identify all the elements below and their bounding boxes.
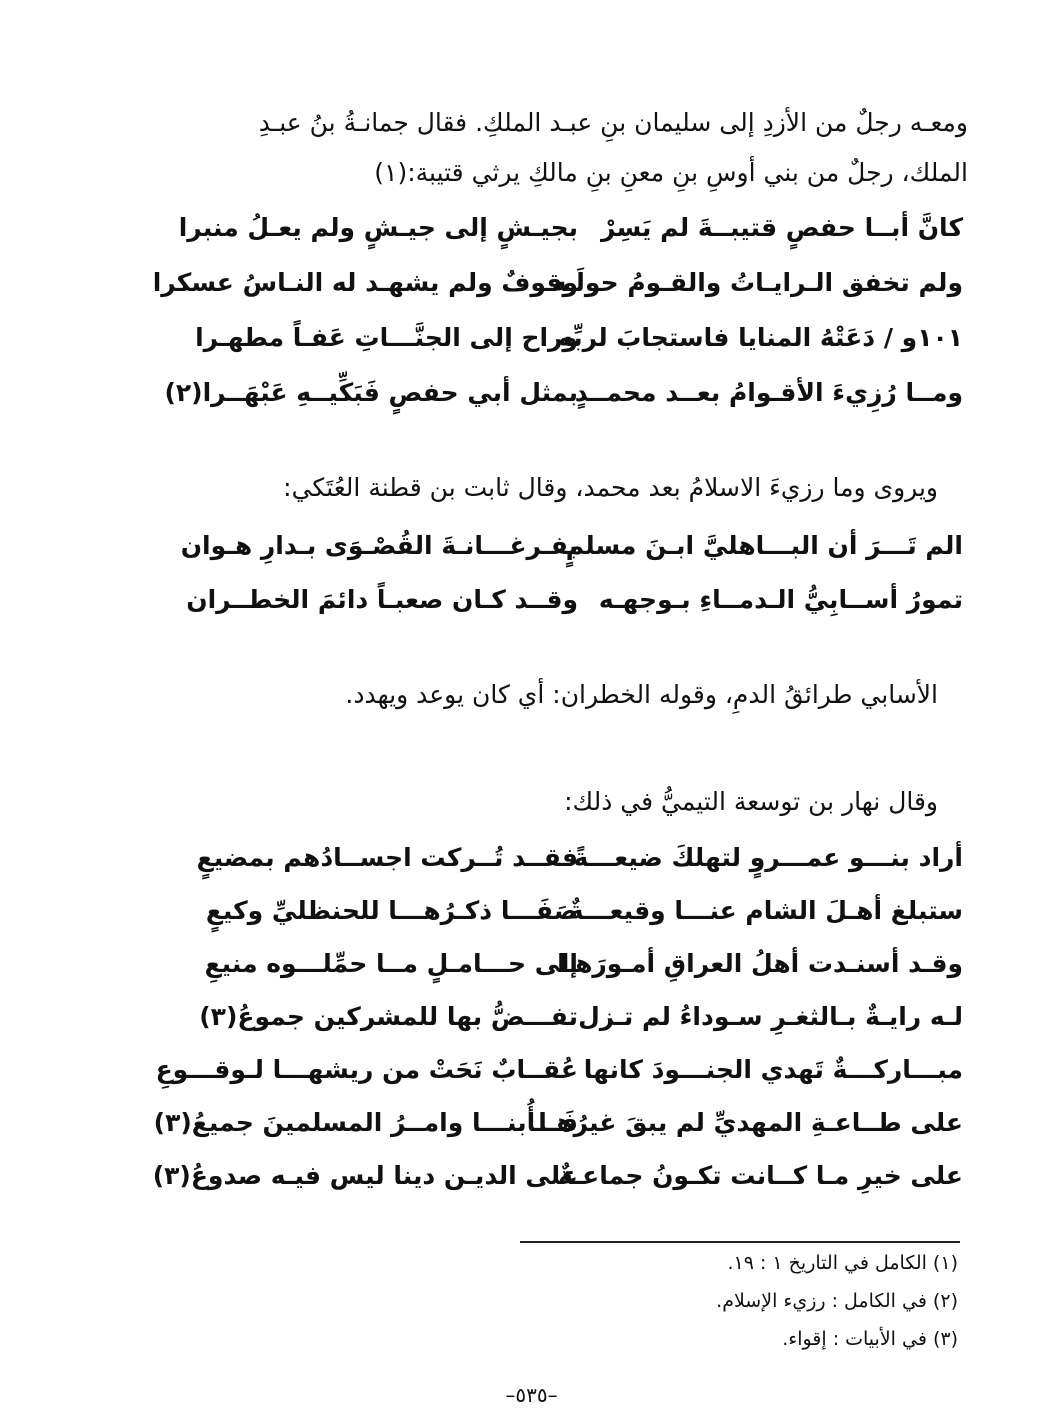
first-hemistich: ولم تخفق الـرايـاتُ والقـومُ حولَـه [551,268,963,297]
second-hemistich: صَفَـــا ذكـرُهـــا للحنظليِّ وكيعٍ [205,896,578,925]
first-hemistich: الم تَـــرَ أن البـــاهليَّ ابـنَ مسلمٍ [565,531,963,560]
intro-line-2: الملك، رجلٌ من بني أوسِ بنِ معنِ بنِ مالكِ يرثي قتيبة:(١) [374,158,968,187]
footnote-separator [520,1241,960,1243]
second-hemistich: وقــد كـان صعبـاً دائمَ الخطــران [186,585,578,614]
first-hemistich: كانَّ أبــا حفصٍ قتيبــةَ لم يَسِرْ [601,213,963,242]
second-hemistich: بمثل أبي حفصٍ فَبَكِّيــهِ عَبْهَــرا(٢) [164,378,578,407]
second-hemistich: إلى حـــامـلٍ مــا حمِّلـــوه منيعِ [204,949,578,978]
first-hemistich: ومــا رُزِيءَ الأقـوامُ بعــد محمــدٍ [574,378,963,407]
poem1-verse [178,203,963,259]
footnote-3: (٣) في الأبيات : إقواء. [782,1328,958,1350]
footnote-2: (٢) في الكامل : رزيء الإسلام. [716,1290,958,1312]
first-hemistich: وقـد أسنـدت أهلُ العراقِ أمـورَهـا [557,949,963,978]
second-hemistich: وراح إلى الجنَّـــاتِ عَفـاً مطهـرا [195,323,578,352]
poem3-verse [199,992,963,1048]
first-hemistich: لـه رايـةٌ بـالثغـرِ سـوداءُ لم تـزل [578,1002,963,1031]
poem3-verse [153,1098,963,1154]
first-hemistich: ستبلغ أهـلَ الشام عنـــا وقيعـــةٌ [568,896,963,925]
poem1-verse [152,258,963,314]
poem2-verse [180,521,963,577]
poem3-verse [155,1045,963,1101]
page-number: –٥٣٥– [505,1383,558,1407]
second-hemistich: تفـــضُّ بها للمشركين جموعُ(٣) [199,1002,578,1031]
second-hemistich: فقــد تُــركت اجســادُهم بمضيعٍ [196,843,578,872]
intro-paragraph [208,98,968,198]
second-hemistich: عُقــابٌ نَحَتْ من ريشهـــا لـوقـــوعِ [155,1055,578,1084]
intro-line-1: ومعـه رجلٌ من الأزدِ إلى سليمان بنِ عبـد الملكِ. فقال جمانـةُ بنُ عبـدِ [258,108,968,137]
narration-paragraph: ويروى وما رزيءَ الاسلامُ بعد محمد، وقال ثابت بن قطنة العُتَكي: [283,473,938,502]
poem3-verse [205,886,963,942]
footnote-1: (١) الكامل في التاريخ ١ : ١٩. [727,1252,958,1274]
second-hemistich: بفـرغـــانـةَ القُصْـوَى بـدارِ هـوان [180,531,578,560]
second-hemistich: وقوفٌ ولم يشهـد له النـاسُ عسكرا [152,268,578,297]
first-hemistich: على خيرِ مـا كــانت تكـونُ جماعـةٌ [558,1161,963,1190]
first-hemistich: ١٠١و / دَعَتْهُ المنايا فاستجابَ لربِّهِ [558,323,963,352]
poem3-verse [196,833,963,889]
poem1-verse [195,313,963,369]
narration-paragraph-2: وقال نهار بن توسعة التيميُّ في ذلك: [564,787,938,816]
poem1-verse [164,368,963,424]
first-hemistich: تمورُ أســابِيُّ الـدمــاءِ بـوجهـه [598,585,963,614]
poem3-verse [204,939,963,995]
explanation-paragraph: الأسابي طرائقُ الدمِ، وقوله الخطران: أي كان يوعد ويهدد. [345,680,938,709]
first-hemistich: على طــاعـةِ المهديِّ لم يبقَ غيرُهـا [538,1108,963,1137]
second-hemistich: بجيـشٍ إلى جيـشٍ ولم يعـلُ منبرا [178,213,578,242]
poem3-verse [152,1151,963,1207]
second-hemistich: على الديـن دينا ليس فيـه صدوعُ(٣) [152,1161,578,1190]
second-hemistich: فَـــأُبنـــا وامــرُ المسلمينَ جميعُ(٣) [153,1108,578,1137]
poem2-verse [186,575,963,631]
first-hemistich: مبـــاركـــةٌ تَهدي الجنـــودَ كانها [583,1055,963,1084]
first-hemistich: أراد بنـــو عمـــروٍ لتهلكَ ضيعـــةً [573,843,963,872]
